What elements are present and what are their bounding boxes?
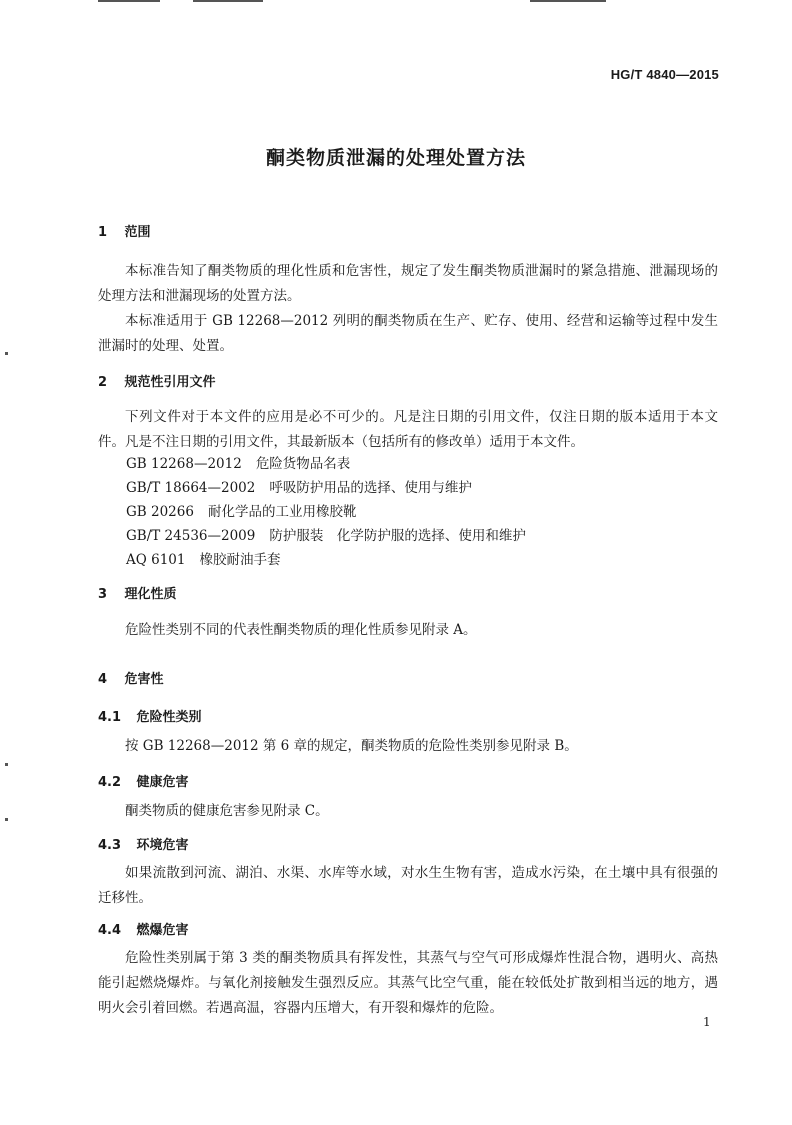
- reference-title: 危险货物品名表: [255, 456, 351, 472]
- paragraph: 危险性类别不同的代表性酮类物质的理化性质参见附录 A。: [125, 622, 477, 638]
- reference-item: [126, 548, 526, 572]
- section-1-body: [98, 259, 718, 359]
- scan-artifact-line: [98, 0, 160, 2]
- section-1-heading: [98, 221, 151, 240]
- paragraph: 下列文件对于本文件的应用是必不可少的。凡是注日期的引用文件，仅注日期的版本适用于本文件。凡是不注日期的引用文件，其最新版本（包括所有的修改单）适用于本文件。: [98, 409, 718, 450]
- section-number: 4.3: [98, 838, 122, 853]
- reference-title: 防护服装 化学防护服的选择、使用和维护: [269, 528, 526, 544]
- section-4-3-heading: [98, 834, 189, 853]
- section-4-2-body: [98, 799, 718, 824]
- page-number: 1: [703, 1015, 711, 1029]
- section-number: 4: [98, 672, 108, 687]
- section-title: 健康危害: [136, 775, 189, 790]
- scan-artifact-dot: [5, 763, 8, 766]
- section-title: 范围: [124, 225, 151, 240]
- section-title: 危害性: [124, 672, 164, 687]
- section-title: 燃爆危害: [136, 923, 189, 938]
- reference-code: GB 12268—2012: [126, 456, 242, 472]
- section-title: 理化性质: [124, 587, 177, 602]
- reference-list: [126, 452, 526, 572]
- reference-title: 耐化学品的工业用橡胶靴: [207, 504, 357, 520]
- section-number: 2: [98, 375, 108, 390]
- section-number: 4.2: [98, 775, 122, 790]
- reference-title: 呼吸防护用品的选择、使用与维护: [269, 480, 472, 496]
- scan-artifact-line: [530, 0, 606, 2]
- section-4-1-body: [98, 734, 718, 759]
- section-3-heading: [98, 583, 177, 602]
- section-title: 环境危害: [136, 838, 189, 853]
- reference-code: GB/T 24536—2009: [126, 528, 256, 544]
- paragraph: 酮类物质的健康危害参见附录 C。: [125, 803, 329, 819]
- reference-item: [126, 524, 526, 548]
- paragraph: 危险性类别属于第 3 类的酮类物质具有挥发性，其蒸气与空气可形成爆炸性混合物，遇明火、高热能引起燃烧爆炸。与氧化剂接触发生强烈反应。其蒸气比空气重，能在较低处扩散到相当远的地方，遇明火会引着回燃。若遇高温，容器内压增大，有开裂和爆炸的危险。: [98, 950, 718, 1016]
- paragraph: 按 GB 12268—2012 第 6 章的规定，酮类物质的危险性类别参见附录 B。: [125, 738, 578, 754]
- section-4-3-body: [98, 861, 718, 911]
- section-4-2-heading: [98, 771, 189, 790]
- section-number: 4.4: [98, 923, 122, 938]
- section-title: 规范性引用文件: [124, 375, 216, 390]
- section-title: 危险性类别: [136, 710, 202, 725]
- section-3-body: [98, 618, 718, 643]
- document-title: 酮类物质泄漏的处理处置方法: [265, 147, 526, 169]
- scan-artifact-line: [193, 0, 263, 2]
- section-2-heading: [98, 371, 216, 390]
- paragraph: 本标准适用于 GB 12268—2012 列明的酮类物质在生产、贮存、使用、经营和运输等过程中发生泄漏时的处理、处置。: [98, 313, 718, 354]
- reference-item: [126, 500, 526, 524]
- reference-item: [126, 476, 526, 500]
- section-number: 4.1: [98, 710, 122, 725]
- paragraph: 本标准告知了酮类物质的理化性质和危害性，规定了发生酮类物质泄漏时的紧急措施、泄漏现场的处理方法和泄漏现场的处置方法。: [98, 263, 718, 304]
- section-number: 1: [98, 225, 108, 240]
- section-number: 3: [98, 587, 108, 602]
- reference-code: AQ 6101: [126, 552, 186, 568]
- standard-code: HG/T 4840—2015: [610, 67, 719, 82]
- scan-artifact-dot: [5, 818, 8, 821]
- reference-code: GB 20266: [126, 504, 194, 520]
- section-2-intro: [98, 405, 718, 455]
- paragraph: 如果流散到河流、湖泊、水渠、水库等水域，对水生生物有害，造成水污染，在土壤中具有很强的迁移性。: [98, 865, 718, 906]
- reference-item: [126, 452, 526, 476]
- section-4-1-heading: [98, 706, 202, 725]
- section-4-4-body: [98, 946, 718, 1021]
- reference-title: 橡胶耐油手套: [199, 552, 281, 568]
- reference-code: GB/T 18664—2002: [126, 480, 256, 496]
- section-4-4-heading: [98, 919, 189, 938]
- section-4-heading: [98, 668, 164, 687]
- scan-artifact-dot: [5, 352, 8, 355]
